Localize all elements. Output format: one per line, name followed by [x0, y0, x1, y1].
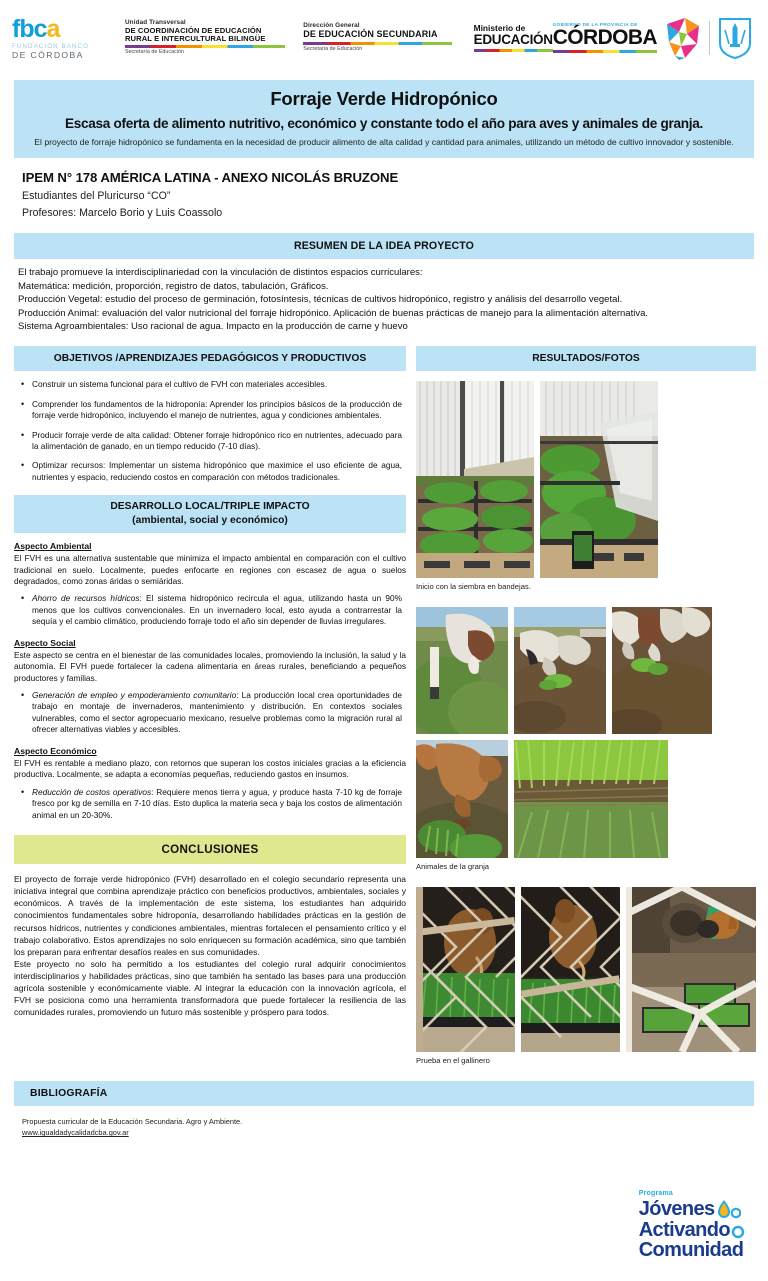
programa-circle-icon — [730, 1221, 746, 1241]
conclusiones-heading: CONCLUSIONES — [14, 835, 406, 864]
programa-line-3 — [638, 1238, 746, 1261]
photo-bandejas-galpon — [416, 381, 534, 578]
programa-word-comunidad: Comunidad — [638, 1238, 744, 1261]
desarrollo-block-social — [14, 638, 406, 736]
fbca-subtitle-1: FUNDACIÓN BANCO — [12, 42, 90, 50]
photo-group-animales — [416, 607, 756, 871]
resumen-line: Producción Animal: evaluación del valor nutricional del forraje hidropónico. Aplicación de buenas prácticas de manejo para la alimentación alternativa. — [18, 307, 649, 319]
school-name: IPEM N° 178 AMÉRICA LATINA - ANEXO NICOLÁS BRUZONE — [22, 170, 399, 186]
resumen-heading: RESUMEN DE LA IDEA PROYECTO — [14, 233, 754, 259]
direccion-general-foot: Secretaría de Educación — [303, 45, 363, 52]
school-teachers: Profesores: Marcelo Borio y Luis Coassolo — [22, 207, 223, 220]
poster-title-band — [14, 80, 754, 158]
photo-ternero-comiendo — [416, 740, 508, 858]
photo-gallinas-alambrado-2 — [521, 887, 620, 1052]
logo-divider — [709, 21, 710, 55]
bibliografia-text: Propuesta curricular de la Educación Secundaria. Agro y Ambiente. — [22, 1117, 243, 1127]
photo-vaca-comiendo — [416, 607, 508, 734]
conclusion-paragraph: El proyecto de forraje verde hidropónico (FVH) desarrollado en el colegio secundario representa una iniciativa integral que combina aprendizaje práctico con beneficios productivos, ambientales, sociales y económicos. A través de la implementación de este sistema, los estudiantes han adquirido conocimientos fundamentales sobre hidroponía, desarrollando habilidades prácticas en la gestión de recursos hídricos, nutrientes y condiciones ambientales, mientras fortalecen el pensamiento crítico y el trabajo colaborativo. Estos aprendizajes no solo enriquecen su formación académica, sino que también los preparan para enfrentar desafíos reales en sus comunidades. — [14, 873, 406, 957]
unidad-transversal-big: DE COORDINACIÓN DE EDUCACIÓN RURAL E INTERCULTURAL BILINGÜE — [124, 25, 266, 43]
cordoba-map-icon — [665, 16, 701, 60]
programa-line-1 — [639, 1199, 746, 1221]
logo-programa-jovenes — [639, 1191, 746, 1259]
poster-subtitle: Escasa oferta de alimento nutritivo, económico y constante todo el año para aves y animales de granja. — [65, 116, 703, 131]
list-item — [32, 593, 402, 627]
photo-caption: Inicio con la siembra en bandejas. — [416, 582, 531, 592]
direccion-general-big: DE EDUCACIÓN SECUNDARIA — [303, 29, 438, 40]
list-item: • Optimizar recursos: Implementar un sistema hidropónico que maximice el uso eficiente de agua, nutrientes y espacio, reduciendo costos en comparación con métodos tradicionales. — [32, 460, 402, 483]
objetivos-list — [14, 379, 406, 483]
block-paragraph: Este aspecto se centra en el bienestar de las comunidades locales, promoviendo la inclusión, la salud y la autonomía. El FVH puede fortalecer la cadena alimentaria en áreas rurales, beneficiando a pequeños productores y familias. — [14, 649, 406, 683]
desarrollo-block-ambiental — [14, 541, 406, 628]
block-subheading: Aspecto Social — [14, 637, 76, 648]
bullet-lead: Reducción de costos operativos — [32, 786, 152, 797]
photo-forraje-primer-plano — [514, 740, 668, 858]
page-title: Forraje Verde Hidropónico — [270, 88, 498, 109]
rainbow-rule-icon — [553, 50, 657, 53]
rainbow-rule-icon — [125, 45, 285, 48]
cordoba-shield-icon — [718, 17, 752, 59]
conclusiones-body — [14, 873, 406, 1019]
photo-caption: Prueba en el gallinero — [416, 1056, 490, 1066]
programa-small-label: Programa — [638, 1190, 673, 1198]
photo-group-gallinero — [416, 887, 756, 1065]
bullet-rest: : Requiere menos tierra y agua, y produce hasta 7-10 kg de forraje fresco por kg de semilla en 7-10 días. Esto duplica la materia seca y baja los costos de alimentación animal en un 20-30%. — [32, 786, 402, 820]
photo-ovejas-corral — [514, 607, 606, 734]
left-column — [14, 346, 406, 1065]
unidad-transversal-small: Unidad Transversal — [124, 19, 186, 27]
desarrollo-heading-line2: (ambiental, social y económico) — [132, 514, 288, 526]
list-item: • Producir forraje verde de alta calidad: Obtener forraje hidropónico rico en nutrientes, adecuado para la alimentación de ganado, en un tiempo reducido (7-10 días). — [32, 430, 402, 453]
photo-caption: Animales de la granja — [416, 862, 490, 872]
desarrollo-heading — [14, 495, 406, 533]
bullet-rest: : La producción local crea oportunidades de trabajo en montaje de invernaderos, mantenimiento y distribución. En contextos sociales vulnerables, como el sector agropecuario mexicano, resuelve problemas como la migración rural al ofrecer alternativas viables y accesibles. — [32, 690, 402, 735]
list-item: • Construir un sistema funcional para el cultivo de FVH con materiales accesibles. — [32, 379, 402, 390]
bullet-lead: Ahorro de recursos hídricos — [32, 593, 140, 604]
block-subheading: Aspecto Económico — [14, 745, 97, 756]
resumen-line: Producción Vegetal: estudio del proceso de germinación, fotosíntesis, técnicas de cultivos hidropónico, registro y análisis del desarrollo vegetal. — [18, 294, 623, 306]
resumen-body — [0, 259, 768, 333]
desarrollo-block-economico — [14, 746, 406, 821]
resumen-line: Sistema Agroambientales: Uso racional de agua. Impacto en la producción de carne y huevo — [18, 321, 408, 333]
direccion-general-small: Dirección General — [303, 22, 360, 30]
programa-word-jovenes: Jóvenes — [638, 1198, 715, 1221]
resumen-line: Matemática: medición, proporción, registro de datos, tabulación, Gráficos. — [18, 280, 329, 292]
bullet-rest: : El sistema hidropónico recircula el agua, utilizando hasta un 90% menos que los cultivos convencionales. En un invernadero local, esto ayuda a contrarrestar la sequía y el cambio climático, produciendo forraje todo el año sin depender de lluvias irregulares. — [32, 593, 402, 627]
school-students: Estudiantes del Pluricurso “CO” — [22, 190, 171, 203]
desarrollo-heading-line1: DESARROLLO LOCAL/TRIPLE IMPACTO — [110, 501, 310, 513]
photo-group-siembra — [416, 381, 756, 591]
poster-description: El proyecto de forraje hidropónico se fundamenta en la necesidad de producir alimento de alta calidad y cantidad para animales, utilizando un método de cultivo innovador y sostenible. — [34, 137, 734, 147]
conclusion-paragraph: Este proyecto no solo ha permitido a los estudiantes del colegio rural adquirir conocimientos interdisciplinarios y habilidades prácticas, sino que también ha sentado las bases para una producción agrícola sostenible y económicamente viable. Al integrar la educación con la innovación agrícola, el FVH se posiciona como una herramienta transformadora que puede fortalecer la resiliencia de las comunidades rurales, promoviendo un futuro más sostenible y próspero para todos. — [14, 958, 406, 1018]
cordoba-gob-label: GOBIERNO DE LA PROVINCIA DE — [552, 21, 638, 27]
programa-drop-icon — [715, 1199, 741, 1221]
cordoba-wordmark: CÓRDOBA — [552, 26, 657, 50]
resumen-line: El trabajo promueve la interdisciplinariedad con la vinculación de distintos espacios curriculares: — [18, 267, 423, 279]
rainbow-rule-icon — [303, 42, 451, 45]
logo-unidad-transversal — [107, 20, 285, 56]
fbca-wordmark: f b c a — [12, 14, 60, 43]
cordoba-text — [553, 23, 657, 54]
photo-ovejas-vaca-campo — [612, 607, 712, 734]
logo-direccion-general — [285, 23, 451, 52]
school-info — [0, 158, 768, 219]
logo-ministerio-educacion — [452, 24, 553, 51]
rainbow-rule-icon — [474, 49, 553, 52]
block-paragraph: El FVH es una alternativa sustentable que minimiza el impacto ambiental en comparación con el cultivo tradicional en suelo. Localmente, puedes enfocarte en regiones con escasez de agua o suelos degradados, como zonas áridas o semiáridas. — [14, 553, 406, 586]
institutional-logo-bar — [0, 0, 768, 76]
photo-bandejas-nylon — [540, 381, 658, 578]
objetivos-heading: OBJETIVOS /APRENDIZAJES PEDAGÓGICOS Y PRODUCTIVOS — [14, 346, 406, 371]
photo-gallinas-alambrado-1 — [416, 887, 515, 1052]
logo-gobierno-cordoba — [553, 16, 756, 60]
bibliografia-heading: BIBLIOGRAFÍA — [14, 1081, 754, 1106]
resultados-heading: RESULTADOS/FOTOS — [416, 346, 756, 371]
unidad-transversal-foot: Secretaría de Educación — [124, 49, 185, 56]
programa-word-activando: Activando — [638, 1219, 730, 1242]
right-column — [416, 346, 756, 1065]
list-item: • Comprender los fundamentos de la hidroponía: Aprender los principios básicos de la producción de forraje verde hidropónico, incluyendo el manejo de nutrientes, agua y condiciones ambientales. — [32, 399, 402, 422]
list-item — [32, 787, 402, 821]
main-columns — [0, 334, 768, 1065]
block-subheading: Aspecto Ambiental — [14, 541, 92, 552]
fbca-subtitle-2: DE CÓRDOBA — [12, 49, 84, 60]
bullet-lead: Generación de empleo y empoderamiento comunitario — [32, 690, 237, 700]
photo-gallina-gallinero — [626, 887, 756, 1052]
ministerio-big: EDUCACIÓN — [473, 31, 553, 47]
ministerio-small: Ministerio de — [473, 23, 526, 34]
bibliografia-body — [0, 1106, 768, 1138]
bibliografia-link[interactable]: www.igualdadycalidadcba.gov.ar — [22, 1128, 129, 1138]
block-paragraph: El FVH es rentable a mediano plazo, con retornos que superan los costos iniciales gracias a la eficiencia productiva. Localmente, se adapta a economías pequeñas, reduciendo gastos en insumos. — [14, 757, 406, 780]
programa-line-2 — [639, 1221, 746, 1241]
logo-fbca — [12, 14, 107, 60]
list-item — [32, 690, 402, 736]
